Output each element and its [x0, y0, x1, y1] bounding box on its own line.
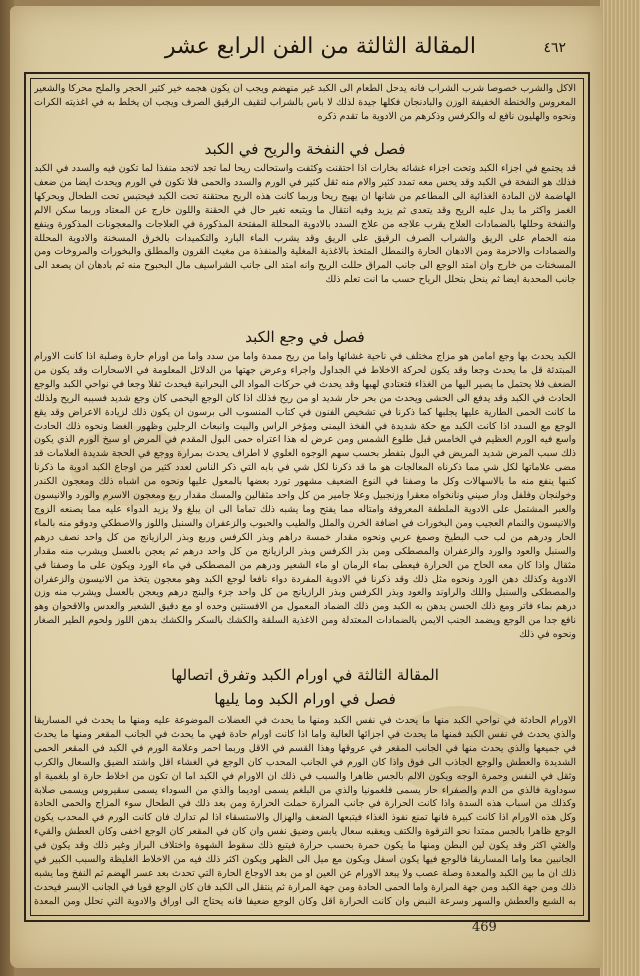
chapter-heading-tumors: المقالة الثالثة في اورام الكبد وتفرق اتصالها: [171, 666, 439, 684]
running-header-title: المقالة الثالثة من الفن الرابع عشر: [164, 34, 476, 59]
folio-number-top: ٤٦٢: [543, 40, 566, 56]
paragraph-intro: الاكل والشرب خصوصا شرب الشراب فانه يدحل الطعام الى الكبد غير منهضم ويجب ان يكون هجمه خير كثير الحجر والملح محركا والشعير المعروس والخنطة الخفيفة الوزن والبادنجان فكلها جيدة لذلك لا باس بالشراب لتقيف الرقيق الصرف ويجب ان يخلط به في اغذيته الكرات ونحوه والهليون نافع له والكرفس وذكرهم من الادوية ما تقدم ذكره: [34, 83, 576, 122]
manuscript-page: [10, 6, 602, 968]
running-header: [24, 34, 586, 68]
folio-number-bottom: 469: [472, 920, 497, 935]
page-edges: [600, 0, 640, 976]
section-heading-wind: فصل في النفخة والريح في الكبد: [204, 140, 406, 158]
section-heading-pain: فصل في وجع الكبد: [245, 328, 365, 346]
paragraph-pain: الكبد يحدث بها وجع امامن هو مزاج مختلف في ناحية غشائها واما من ريح ممدة واما من سدد واما من اورام حارة وصلبة اذا كانت الاورام المبتدئة قل ما يحدث وجعا وقد يكون لحركة الاخلاط في الجداول واجراء وعرض جهتها من الدلائل المعلومة في الاسحارات وقد يكون من الضعف فلا يحتمل ما يصير اليها من الغذاء فتعتادي لهبها وقد يحدث في حركات المواد الى البحرانية فيحدث ثقلا وجعا في نواحي الكبد والوجع الحادث في الكبد وقد يدفع الى الحشى ويحدث من بحر حار شديد او من ريح فذلك اذا كان الوجع اليحمى كان وجع شديد فسببه الريح ولذلك ما كانت الحمى الطارية عليها يجلبها كما ذكرنا في تشخيص الفنون في كتاب المنسوب الى برسون ان يكون ذلك لزيادة الاعراض وقد يقع الوجع مع السدد اذا كانت الكبد مع حكة شديدة في الفخذ اليمنى ومؤخر الراس والبيت وانبعاث الرجلين وظهور الغضا ونحوه ذلك الحادث واسع فيه الورم العظيم في الخامس قبل طلوع الشمس ومن عرض له هذا اعتراه حمى البول المقدم في المرض او سيخ الورم الذي يكون ذلك سبب المرض شديد المريض في البول بتفطر بحسب سهم الوجوه العلوي لا اطراف يحدث بمرارة ووجع في الحجة شديدة العلامات قد مضى علاماتها لكل شي مما ذكرناه المعالجات هو ما قد ذكرنا لكل شي في بابه التي ذكر الناس لعدد كثير من اوجاع الكبد ادوية ما ذكرنا كتبها ينفع منه ما بالاسهالات وكل ما وصفنا في النوع الضعيف مشهور تورد بعضها بالمعول عليها ونحوه من اشباه ذلك ومعجون الكندر وخولنجان وفلفل ودار صيني ونانخواه معقرا وزنجبيل وعلا جامير من كل واحد مثقالين والمسك مقدار ربع ومعجون الاسرم والورد والانيسون والعبر المشتمل على الادوية الملطفة المعروفة وامتاله مما يفتح وما يشبه ذلك تماما الى ان يبلغ ولا يزيد الدواء عليه مما يصنعه الزوج والانيسون والنمام العجيب ومن البخورات في اضافة الخرن والملل والطيب والحبوب والزعفران والسنبل واللوز والاصطكي ودوقو منه بالماء الحار ودرهم من لب حب البطيخ وصمغ عربي ونحوه مقدار خمسة دراهم وبذر الكرفس وربع وبذر الرازيانج من كل واحد نصف درهم والسنبل والعود والورد والزعفران والمصطكى ومن بذر الكرفس وبذر الرازيانج من كل واحد درهم ثم يعجن بالعسل ويشرب منه مقدار مثقال واذا كان معه الحاح من الحرارة فيعطى بماء الرمان او ماء الشعير ودرهم من المصطكى في ماء الورد ويكون على ما وصفنا في الادوية وكذلك دهن الورد ونحوه مثل ذلك وقد ذكرنا في الادوية المفردة دواء نافعا لوجع الكبد وهو معجون يتخذ من الانيسون والزعفران والمصطكى والسنبل واللك والراوند والعود وبذر الكرفس وبذر الرازيانج من كل واحد جزء والبنج درهم ويعجن بالعسل ويشرب منه وزن درهم بماء فاتر ومع ذلك الحسن يدهن به الكبد ومن ذلك الضماد المعمول من الافسنتين وحده او مع دقيق الشعير والعدس والاقحوان وهو نافع جدا من الوجع ويضمد الجنب الايمن بالضمادات المعتدلة ومن الاغذية السلقة والكشك بالسكر والكشك بدهن اللوز ولحوم الطير الصغار ونحوه في ذلك: [34, 351, 576, 641]
paragraph-tumors: الاورام الحادثة في نواحي الكبد منها ما يحدث في نفس الكبد ومنها ما يحدث في العضلات الموضوعة عليه ومنها ما يحدث في المساريقا والذي يحدث في نفس الكبد فمنها ما يحدث في اجزائها العالية واما اذا كانت اورام حادة فهي ما يحدث في الجانب المقعر ومنها ما يحدث في جميعها والذي يحدث منها في الجانب المقعر في عروقها وهذا القسم في الاقل وربما احمر وعلامة الورم في الكبد في المقعر الحمى الشديدة والعطش والوجع الجاذب الى فوق واذا كان الورم في الجانب المحدب كان الوجع في الغشاء اقل واشتد الضيق والسعال والكرب وثقل في النفس وحمرة الوجه ويكون الالم بالجس ظاهرا والسبب في ذلك ان الاورام في الكبد اما ان تكون من اخلاط حارة او بلغمية او سوداوية فالذي من الدم والصفراء حار يسمى فلغمونيا والذي من البلغم يسمى اوديما والذي من السوداء يسمى سقيروس ويسمى صلابة وكذلك من اسباب هذه السدة واذا كانت الحرارة في جانب المرارة حملت الحرارة ومن بعد ذلك في الطحال سوء المزاج والحمى الحادة وكل هذه الاورام اذا كانت كبيرة فانها تمنع نفوذ الغذاء فيتبعها الضعف والهزال والاستسقاء اذا لم تدارك فان كانت الورم في المحدب يكون الوجع ظاهرا بالجس ممتدا نحو الترقوة والكتف ويعقبه سعال يابس وضيق نفس وان كان في المقعر كان الوجع اخفى وكان العطش والقيء والغثي اكثر وقد يكون لين البطن ومنها ما يكون حمرة بحسب حرارة فيتبع ذلك سقوط الشهوة واختلاف البراز وغير ذلك وقد يكون في الجانبين معا واما المساريقا فالوجع فيها يكون اسفل ويكون مع ميل الى الظهر ويكون اكثر ذلك فيه من الاخلاط الغليظة والسبب الكبير في ذلك ان ما بين الكبد والمعدة وصلة عصب ولا يبعد الاورام عن العين او من بعد الاوجاع الحارة التي تحدث بعد عسر الهضم ثم النفخ وما يشبه ذلك ومن جهة الكبد ومن جهة المرارة واما الحمى الحادة ومن جهة المرارة ثم ينتقل الى الكبد فان كان الوجع قويا في الجانب الايسر فيحدث به الشبع والعطش والسهر وسرعة النبض وان كانت الحرارة اقل وكان الوجع ضعيفا فانه يحتاج الى اوراق والادوية التي تحلل ومن المعدة: [34, 715, 576, 907]
paragraph-wind: قد يجتمع في اجزاء الكبد وتحت اجزاء غشائه بخارات اذا احتقنت وكثفت واستحالت ريحا لما تجد لاتجد منفذا لما تكون فيه والسدد في الكبد فذلك هو النفخة في الكبد وقد يحس معه تمدد كثير والام منه ثقل كثير في الورم والسدد والحمى فلا تكون في الورم ويحدث ايضا من ضعف الهاضمة لان المادة الغذائية الى المطاعم من شانها ان يهيج ريحا وربما كانت هذه الريح محتقنة تحت الكبد فيحتبس تحت الطحال ويحركها الغمز واكثر ما يدل عليه الريح وقد يتعدى ثم يزيد وفيه انتقال ما ويتبعه تغير حال في الحقنة واللون خارج عن المعتاد وربما سكن الالم والنفخة وحللها بالضمادات العلاج يقرب علاجه من علاج السدد بالادوية المحللة المفتحة المذكورة في العلاجات والمعجونات المذكورة وينفع منه الحمام على الريق والشراب الصرف الرقيق على الريق وقد يشرب الماء البارد والتكميدات بالخرق المسخنة والادوية المحللة والضمادات والاحزمة ومن الادهان الحارة والنمطل المتخذ بالاغذية المغلية والمنفذة من مغيث القرون والمطلق والبخورات والمروخات ومن المسخنات من خارج وان امتد الوجع الى جانب المراق حللت الريح وانه امتد الى جانب الشراسيف مال البحبوح منه ثم بادهان ان يصعد الى جانب المحدبة ايضا ثم ينحل بتحلل الرياح حسب ما انت تعلم ذلك: [34, 163, 576, 286]
section-heading-tumors: فصل في اورام الكبد وما يليها: [214, 690, 396, 708]
